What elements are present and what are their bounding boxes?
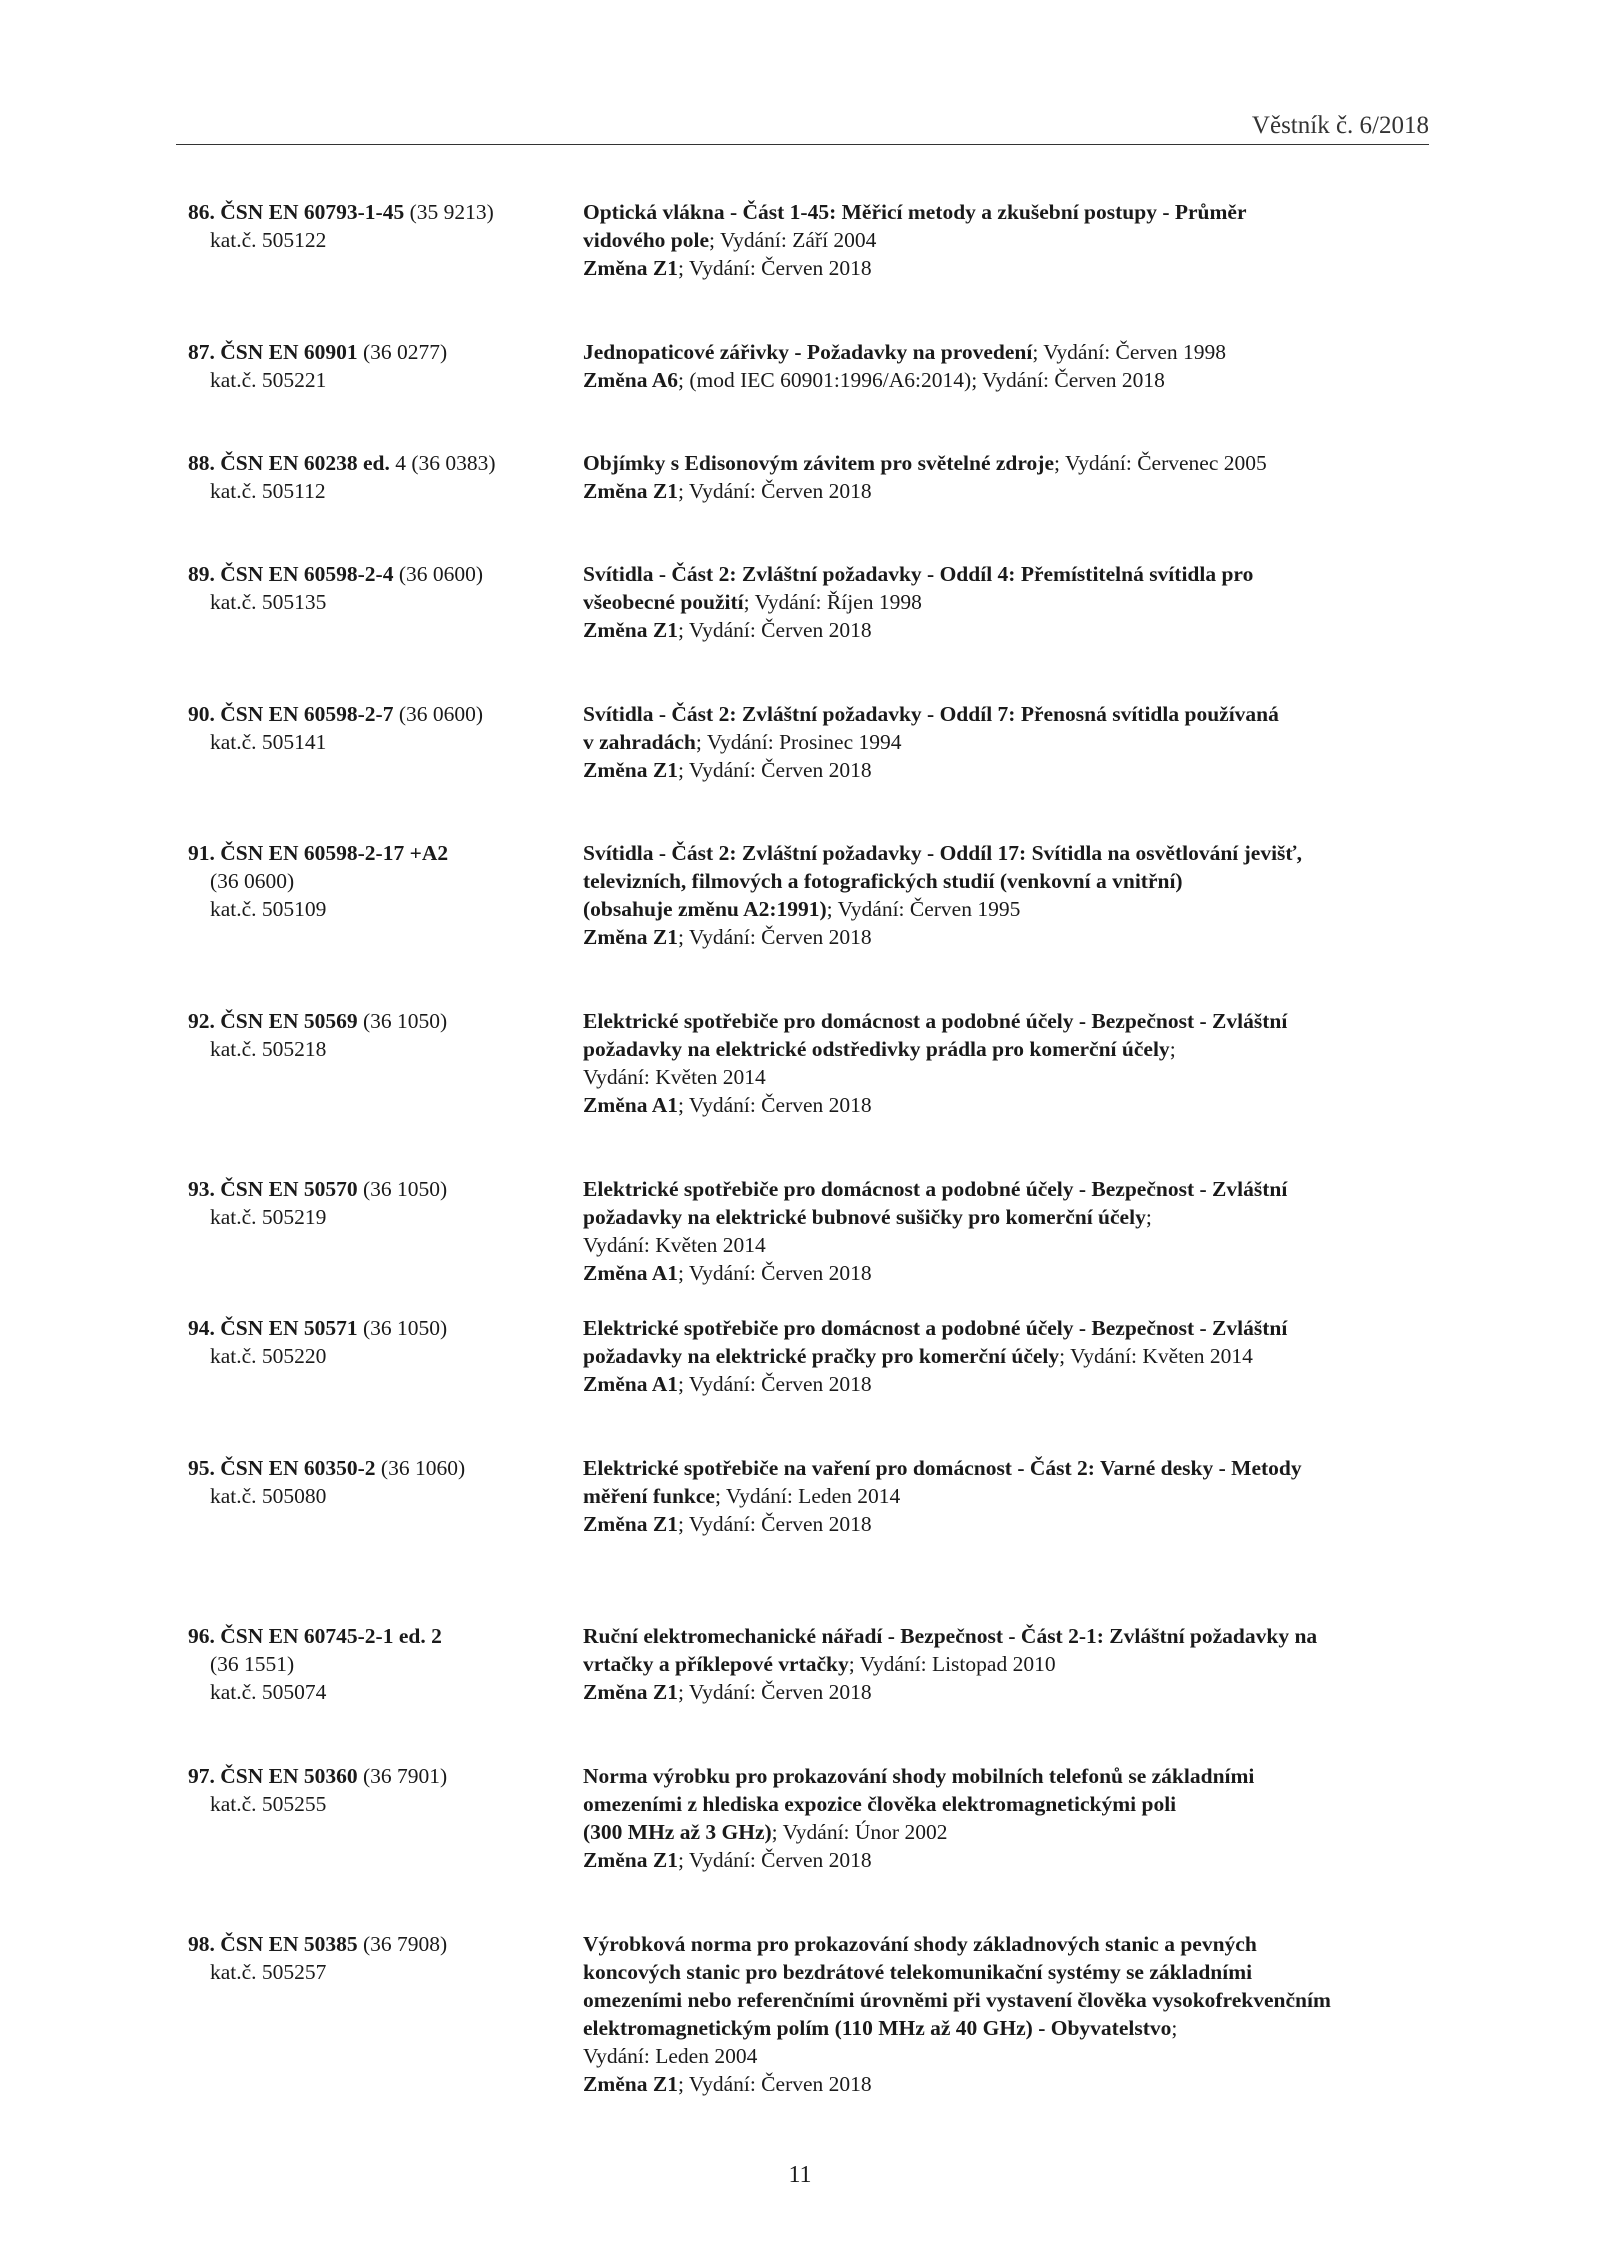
standard-identifier — [188, 1007, 578, 1063]
classification-code-line — [188, 1650, 578, 1678]
title-line — [583, 1035, 1453, 1063]
standard-identifier — [188, 1314, 578, 1370]
title-line — [583, 1818, 1453, 1846]
title-line — [583, 1762, 1453, 1790]
entry-number: 91. — [188, 841, 221, 865]
standard-title: koncových stanic pro bezdrátové telekomunikační systémy se základními — [583, 1960, 1253, 1984]
amendment-label: Změna Z1 — [583, 758, 678, 782]
standard-code: ČSN EN 50385 — [220, 1932, 358, 1956]
classification-code: (36 7901) — [363, 1764, 448, 1788]
classification-code: (36 0600) — [398, 702, 484, 726]
catalog-number: kat.č. 505109 — [210, 897, 327, 921]
standard-title: televizních, filmových a fotografických studií (venkovní a vnitřní) — [583, 869, 1183, 893]
catalog-number: kat.č. 505218 — [210, 1037, 327, 1061]
catalog-number: kat.č. 505112 — [210, 479, 326, 503]
amendment-issue-date: ; Vydání: Červen 2018 — [677, 1372, 872, 1396]
standard-identifier — [188, 1762, 578, 1818]
classification-code-line — [188, 867, 578, 895]
amendment-issue-date: ; Vydání: Červen 2018 — [677, 479, 872, 503]
standard-designation — [188, 1762, 578, 1790]
entry-number: 86. — [188, 200, 221, 224]
standard-code: ČSN EN 60598-2-4 — [220, 562, 394, 586]
amendment-label: Změna A6 — [583, 368, 678, 392]
standard-code: ČSN EN 50569 — [220, 1009, 358, 1033]
standard-code: ČSN EN 60901 — [220, 340, 358, 364]
catalog-number: kat.č. 505221 — [210, 368, 327, 392]
standard-identifier — [188, 198, 578, 254]
standard-description — [583, 1314, 1453, 1398]
classification-code: (35 9213) — [409, 200, 494, 224]
catalog-number-line — [188, 728, 578, 756]
standard-title: omezeními z hlediska expozice člověka elektromagnetickými poli — [583, 1792, 1177, 1816]
standard-designation — [188, 560, 578, 588]
title-line — [583, 1314, 1453, 1342]
catalog-number: kat.č. 505257 — [210, 1960, 327, 1984]
title-line — [583, 1342, 1453, 1370]
amendment-label: Změna A1 — [583, 1093, 678, 1117]
standard-identifier — [188, 1454, 578, 1510]
standard-designation — [188, 1454, 578, 1482]
standard-code: ČSN EN 50360 — [220, 1764, 358, 1788]
standard-title: elektromagnetickým polím (110 MHz až 40 GHz) - Obyvatelstvo — [583, 2016, 1172, 2040]
amendment-line — [583, 2070, 1453, 2098]
amendment-line — [583, 366, 1453, 394]
standard-code: ČSN EN 60598-2-17 +A2 — [220, 841, 449, 865]
standard-title: Svítidla - Část 2: Zvláštní požadavky - Oddíl 7: Přenosná svítidla používaná — [583, 702, 1279, 726]
amendment-line — [583, 254, 1453, 282]
issue-date: ; Vydání: Červen 1998 — [1032, 340, 1227, 364]
catalog-number: kat.č. 505080 — [210, 1484, 327, 1508]
title-line — [583, 1930, 1453, 1958]
catalog-number-line — [188, 1203, 578, 1231]
classification-code: (36 1060) — [380, 1456, 466, 1480]
standard-title: Elektrické spotřebiče pro domácnost a podobné účely - Bezpečnost - Zvláštní — [583, 1316, 1288, 1340]
standard-title: Svítidla - Část 2: Zvláštní požadavky - Oddíl 17: Svítidla na osvětlování jevišť, — [583, 841, 1303, 865]
catalog-number-line — [188, 588, 578, 616]
standard-description — [583, 700, 1453, 784]
amendment-line — [583, 616, 1453, 644]
amendment-label: Změna A1 — [583, 1372, 678, 1396]
entry-number: 90. — [188, 702, 221, 726]
amendment-label: Změna Z1 — [583, 1848, 678, 1872]
standard-identifier — [188, 1930, 578, 1986]
catalog-number-line — [188, 1342, 578, 1370]
catalog-number-line — [188, 1790, 578, 1818]
entry-number: 96. — [188, 1624, 221, 1648]
classification-code: (36 0600) — [398, 562, 484, 586]
standard-description — [583, 449, 1453, 505]
standard-title: (300 MHz až 3 GHz) — [583, 1820, 772, 1844]
amendment-line — [583, 1678, 1453, 1706]
standard-title: požadavky na elektrické bubnové sušičky pro komerční účely — [583, 1205, 1146, 1229]
title-line — [583, 1622, 1453, 1650]
standard-designation — [188, 1175, 578, 1203]
entry-number: 94. — [188, 1316, 221, 1340]
amendment-issue-date: ; Vydání: Červen 2018 — [677, 1261, 872, 1285]
catalog-number: kat.č. 505122 — [210, 228, 327, 252]
title-line — [583, 338, 1453, 366]
amendment-label: Změna Z1 — [583, 479, 678, 503]
standard-description — [583, 560, 1453, 644]
issue-date: ; — [1145, 1205, 1152, 1229]
amendment-issue-date: ; Vydání: Červen 2018 — [677, 256, 872, 280]
title-line — [583, 1986, 1453, 2014]
issue-date: Vydání: Květen 2014 — [583, 1233, 766, 1257]
standard-title: Norma výrobku pro prokazování shody mobilních telefonů se základními — [583, 1764, 1255, 1788]
standard-designation — [188, 1622, 578, 1650]
standard-identifier — [188, 839, 578, 923]
standard-code: ČSN EN 60793-1-45 — [220, 200, 405, 224]
entry-number: 98. — [188, 1932, 221, 1956]
entry-number: 93. — [188, 1177, 221, 1201]
standard-designation — [188, 839, 578, 867]
standard-code: ČSN EN 60598-2-7 — [220, 702, 394, 726]
standard-title: Elektrické spotřebiče pro domácnost a podobné účely - Bezpečnost - Zvláštní — [583, 1009, 1288, 1033]
catalog-number-line — [188, 1035, 578, 1063]
catalog-number-line — [188, 1482, 578, 1510]
standard-designation — [188, 449, 578, 477]
catalog-number: kat.č. 505255 — [210, 1792, 327, 1816]
title-line — [583, 1175, 1453, 1203]
title-line — [583, 839, 1453, 867]
page-number: 11 — [788, 2162, 812, 2188]
catalog-number: kat.č. 505074 — [210, 1680, 327, 1704]
amendment-label: Změna Z1 — [583, 618, 678, 642]
entry-number: 88. — [188, 451, 221, 475]
entry-number: 89. — [188, 562, 221, 586]
catalog-number: kat.č. 505220 — [210, 1344, 327, 1368]
title-line — [583, 1454, 1453, 1482]
amendment-issue-date: ; Vydání: Červen 2018 — [677, 925, 872, 949]
standard-description — [583, 1175, 1453, 1287]
title-line — [583, 700, 1453, 728]
standard-title: Výrobková norma pro prokazování shody základnových stanic a pevných — [583, 1932, 1257, 1956]
amendment-line — [583, 1510, 1453, 1538]
catalog-number-line — [188, 226, 578, 254]
amendment-issue-date: ; Vydání: Červen 2018 — [677, 758, 872, 782]
entry-number: 95. — [188, 1456, 221, 1480]
standard-title: požadavky na elektrické pračky pro komerční účely — [583, 1344, 1060, 1368]
standard-title: Ruční elektromechanické nářadí - Bezpečnost - Část 2-1: Zvláštní požadavky na — [583, 1624, 1318, 1648]
issue-date: ; Vydání: Září 2004 — [709, 228, 877, 252]
standard-title: vidového pole — [583, 228, 710, 252]
standard-identifier — [188, 560, 578, 616]
amendment-label: Změna A1 — [583, 1261, 678, 1285]
standard-code: ČSN EN 60350-2 — [220, 1456, 376, 1480]
title-line — [583, 2014, 1453, 2042]
catalog-number-line — [188, 366, 578, 394]
title-line — [583, 1790, 1453, 1818]
issue-date: ; Vydání: Červen 1995 — [826, 897, 1021, 921]
entry-number: 92. — [188, 1009, 221, 1033]
standard-code: ČSN EN 50571 — [220, 1316, 358, 1340]
issue-line — [583, 1231, 1453, 1259]
amendment-line — [583, 923, 1453, 951]
catalog-number-line — [188, 1678, 578, 1706]
issue-date: Vydání: Leden 2004 — [583, 2044, 758, 2068]
standard-designation — [188, 1007, 578, 1035]
standard-identifier — [188, 449, 578, 505]
issue-date: ; — [1169, 1037, 1176, 1061]
standard-title: požadavky na elektrické odstředivky prádla pro komerční účely — [583, 1037, 1170, 1061]
standard-description — [583, 1454, 1453, 1538]
title-line — [583, 1958, 1453, 1986]
classification-code: (36 1551) — [210, 1652, 295, 1676]
catalog-number-line — [188, 1958, 578, 1986]
amendment-label: Změna Z1 — [583, 256, 678, 280]
catalog-number-line — [188, 477, 578, 505]
classification-code: (36 0277) — [363, 340, 448, 364]
standard-identifier — [188, 338, 578, 394]
standard-designation — [188, 198, 578, 226]
catalog-number-line — [188, 895, 578, 923]
catalog-number: kat.č. 505219 — [210, 1205, 327, 1229]
title-line — [583, 895, 1453, 923]
standard-designation — [188, 338, 578, 366]
bulletin-title: Věstník č. 6/2018 — [1251, 112, 1429, 139]
standard-title: Jednopaticové zářivky - Požadavky na provedení — [583, 340, 1033, 364]
title-line — [583, 1482, 1453, 1510]
issue-date: Vydání: Květen 2014 — [583, 1065, 766, 1089]
title-line — [583, 588, 1453, 616]
standard-title: Elektrické spotřebiče na vaření pro domácnost - Část 2: Varné desky - Metody — [583, 1456, 1302, 1480]
amendment-line — [583, 1370, 1453, 1398]
standard-identifier — [188, 1175, 578, 1231]
standard-description — [583, 1007, 1453, 1119]
amendment-line — [583, 477, 1453, 505]
classification-code: (36 1050) — [363, 1316, 448, 1340]
title-line — [583, 560, 1453, 588]
classification-code: (36 7908) — [363, 1932, 448, 1956]
classification-code: 4 (36 0383) — [395, 451, 496, 475]
classification-code: (36 0600) — [210, 869, 295, 893]
standard-title: (obsahuje změnu A2:1991) — [583, 897, 827, 921]
amendment-issue-date: ; Vydání: Červen 2018 — [677, 1680, 872, 1704]
title-line — [583, 226, 1453, 254]
amendment-issue-date: ; Vydání: Červen 2018 — [677, 1848, 872, 1872]
title-line — [583, 198, 1453, 226]
entry-number: 87. — [188, 340, 221, 364]
standard-identifier — [188, 1622, 578, 1706]
standard-description — [583, 338, 1453, 394]
title-line — [583, 867, 1453, 895]
standard-code: ČSN EN 60745-2-1 ed. 2 — [220, 1624, 442, 1648]
standard-title: v zahradách — [583, 730, 696, 754]
page-header — [176, 112, 1429, 145]
standard-description — [583, 839, 1453, 951]
issue-line — [583, 2042, 1453, 2070]
catalog-number: kat.č. 505141 — [210, 730, 327, 754]
issue-line — [583, 1063, 1453, 1091]
title-line — [583, 728, 1453, 756]
issue-date: ; Vydání: Říjen 1998 — [743, 590, 922, 614]
classification-code: (36 1050) — [363, 1009, 448, 1033]
amendment-label: Změna Z1 — [583, 1680, 678, 1704]
amendment-line — [583, 756, 1453, 784]
amendment-line — [583, 1091, 1453, 1119]
entry-number: 97. — [188, 1764, 221, 1788]
amendment-label: Změna Z1 — [583, 2072, 678, 2096]
issue-date: ; Vydání: Prosinec 1994 — [695, 730, 902, 754]
classification-code: (36 1050) — [363, 1177, 448, 1201]
amendment-line — [583, 1259, 1453, 1287]
title-line — [583, 1650, 1453, 1678]
amendment-issue-date: ; Vydání: Červen 2018 — [677, 2072, 872, 2096]
standard-title: vrtačky a příklepové vrtačky — [583, 1652, 849, 1676]
standard-title: Svítidla - Část 2: Zvláštní požadavky - Oddíl 4: Přemístitelná svítidla pro — [583, 562, 1254, 586]
title-line — [583, 449, 1453, 477]
amendment-label: Změna Z1 — [583, 1512, 678, 1536]
standard-designation — [188, 1314, 578, 1342]
issue-date: ; Vydání: Listopad 2010 — [848, 1652, 1056, 1676]
standard-title: všeobecné použití — [583, 590, 744, 614]
amendment-issue-date: ; Vydání: Červen 2018 — [677, 1093, 872, 1117]
amendment-issue-date: ; Vydání: Červen 2018 — [677, 1512, 872, 1536]
issue-date: ; — [1171, 2016, 1178, 2040]
issue-date: ; Vydání: Únor 2002 — [771, 1820, 948, 1844]
standard-identifier — [188, 700, 578, 756]
standard-description — [583, 1622, 1453, 1706]
standard-title: Elektrické spotřebiče pro domácnost a podobné účely - Bezpečnost - Zvláštní — [583, 1177, 1288, 1201]
standard-description — [583, 198, 1453, 282]
standard-designation — [188, 1930, 578, 1958]
standard-description — [583, 1762, 1453, 1874]
amendment-line — [583, 1846, 1453, 1874]
issue-date: ; Vydání: Květen 2014 — [1059, 1344, 1253, 1368]
catalog-number: kat.č. 505135 — [210, 590, 327, 614]
amendment-label: Změna Z1 — [583, 925, 678, 949]
standard-title: Objímky s Edisonovým závitem pro světelné zdroje — [583, 451, 1054, 475]
amendment-issue-date: ; Vydání: Červen 2018 — [677, 618, 872, 642]
standard-description — [583, 1930, 1453, 2098]
title-line — [583, 1007, 1453, 1035]
standard-code: ČSN EN 60238 ed. — [220, 451, 390, 475]
standard-designation — [188, 700, 578, 728]
amendment-issue-date: ; (mod IEC 60901:1996/A6:2014); Vydání: Červen 2018 — [677, 368, 1165, 392]
title-line — [583, 1203, 1453, 1231]
issue-date: ; Vydání: Leden 2014 — [714, 1484, 901, 1508]
standard-title: měření funkce — [583, 1484, 715, 1508]
issue-date: ; Vydání: Červenec 2005 — [1053, 451, 1267, 475]
standard-title: Optická vlákna - Část 1-45: Měřicí metody a zkušební postupy - Průměr — [583, 200, 1247, 224]
standard-title: omezeními nebo referenčními úrovněmi při vystavení člověka vysokofrekvenčním — [583, 1988, 1331, 2012]
standard-code: ČSN EN 50570 — [220, 1177, 358, 1201]
